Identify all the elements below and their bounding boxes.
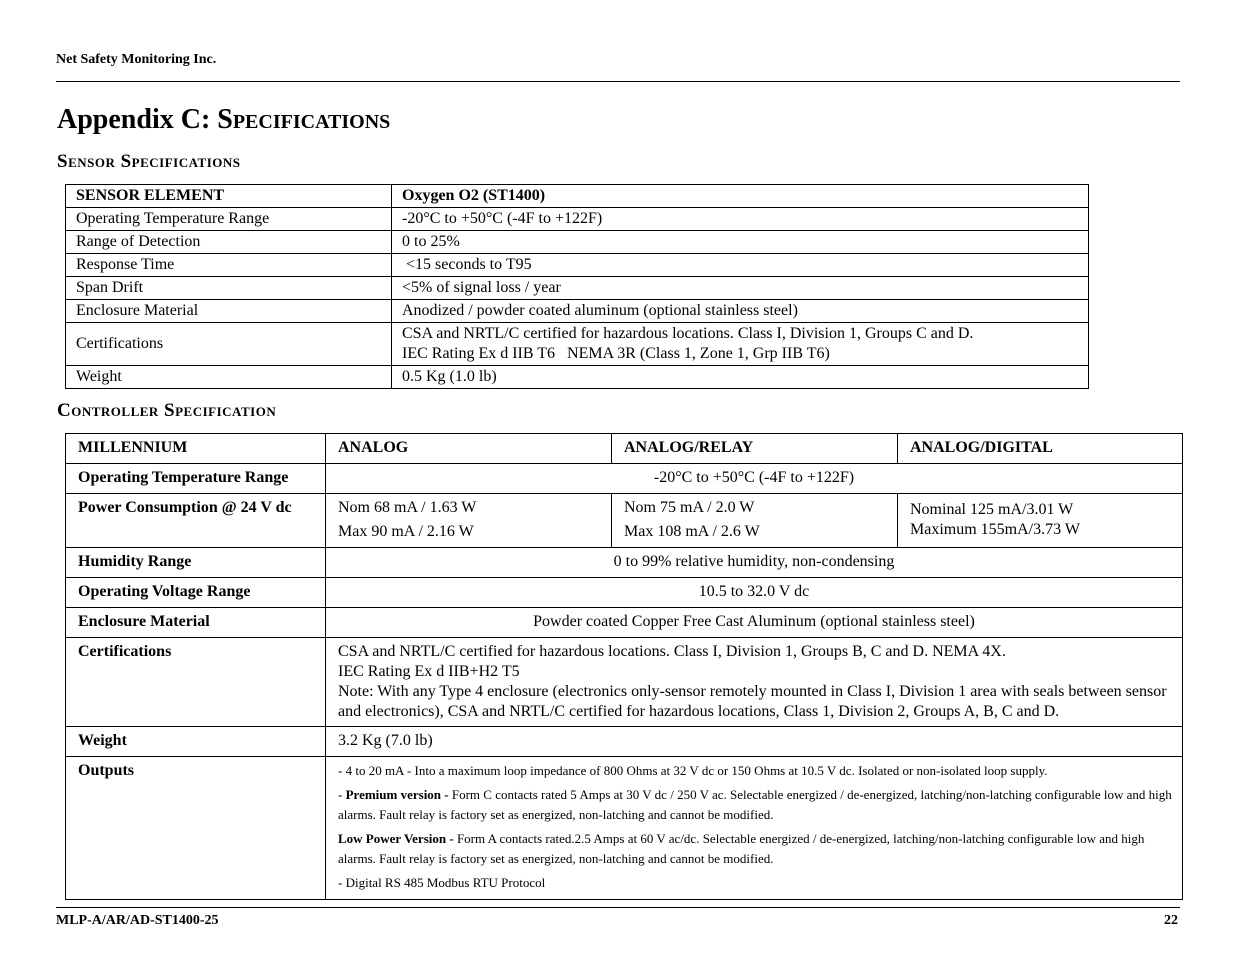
cert-line: IEC Rating Ex d IIB T6 NEMA 3R (Class 1, Zone 1, Grp IIB T6) [402, 345, 830, 362]
table-header-cell: ANALOG/DIGITAL [898, 434, 1183, 464]
table-header-cell: Oxygen O2 (ST1400) [392, 185, 1089, 208]
cert-line: IEC Rating Ex d IIB+H2 T5 [338, 663, 520, 680]
table-row [66, 208, 1089, 231]
row-value: 10.5 to 32.0 V dc [326, 578, 1183, 608]
sensor-spec-table [65, 184, 1089, 389]
table-row [66, 578, 1183, 608]
row-value: <5% of signal loss / year [392, 277, 1089, 300]
row-label: Humidity Range [66, 548, 326, 578]
page-number: 22 [1164, 913, 1178, 928]
row-value: 0 to 99% relative humidity, non-condensing [326, 548, 1183, 578]
row-value: Powder coated Copper Free Cast Aluminum (optional stainless steel) [326, 608, 1183, 638]
premium-label: Premium version - [345, 787, 452, 802]
low-power-text: Form A contacts rated.2.5 Amps at 60 V ac/dc. Selectable energized / de-energized, latching/non-latching configurable low and high alarms. Fault relay is factory set as energized, non-latching and cannot be modified. [338, 831, 1145, 866]
row-label: Power Consumption @ 24 V dc [66, 494, 326, 548]
row-label: Operating Temperature Range [66, 208, 392, 231]
row-label: Certifications [66, 638, 326, 727]
table-row [66, 727, 1183, 757]
row-label: Outputs [66, 757, 326, 900]
cert-line: CSA and NRTL/C certified for hazardous locations. Class I, Division 1, Groups C and D. [402, 325, 974, 342]
row-label: Enclosure Material [66, 300, 392, 323]
table-row [66, 608, 1183, 638]
premium-prefix: - [338, 787, 346, 802]
power-relay [612, 494, 898, 548]
output-line [338, 785, 1176, 825]
row-label: Certifications [66, 323, 392, 366]
controller-section-heading: Controller Specification [57, 400, 277, 421]
power-line: Nom 75 mA / 2.0 W [624, 499, 755, 516]
premium-text: Form C contacts rated 5 Amps at 30 V dc / 250 V ac. Selectable energized / de-energized, latching/non-latching configurable low and high alarms. Fault relay is factory set as energized, non-latching and cannot be modified. [338, 787, 1172, 822]
power-line: Max 90 mA / 2.16 W [338, 523, 474, 540]
power-line: Maximum 155mA/3.73 W [910, 521, 1080, 538]
power-digital [898, 494, 1183, 548]
row-label: Range of Detection [66, 231, 392, 254]
table-row [66, 254, 1089, 277]
row-value: -20°C to +50°C (-4F to +122F) [392, 208, 1089, 231]
row-label: Operating Temperature Range [66, 464, 326, 494]
table-row [66, 185, 1089, 208]
header-rule [56, 81, 1180, 82]
table-row [66, 757, 1183, 900]
table-header-cell: ANALOG [326, 434, 612, 464]
power-line: Nominal 125 mA/3.01 W [910, 501, 1074, 518]
row-label: Response Time [66, 254, 392, 277]
controller-spec-table [65, 433, 1183, 900]
row-value: 3.2 Kg (7.0 lb) [326, 727, 1183, 757]
table-row [66, 366, 1089, 389]
table-row [66, 494, 1183, 548]
row-value: 0 to 25% [392, 231, 1089, 254]
table-row [66, 638, 1183, 727]
power-line: Nom 68 mA / 1.63 W [338, 499, 477, 516]
power-line: Max 108 mA / 2.6 W [624, 523, 760, 540]
row-label: Weight [66, 727, 326, 757]
row-value: -20°C to +50°C (-4F to +122F) [326, 464, 1183, 494]
table-row [66, 323, 1089, 366]
power-analog [326, 494, 612, 548]
low-power-label: Low Power Version - [338, 831, 457, 846]
footer-rule [56, 907, 1180, 908]
outputs-value [326, 757, 1183, 900]
row-label: Weight [66, 366, 392, 389]
sensor-section-heading: Sensor Specifications [57, 151, 241, 172]
row-value: 0.5 Kg (1.0 lb) [392, 366, 1089, 389]
output-line: - 4 to 20 mA - Into a maximum loop impedance of 800 Ohms at 32 V dc or 150 Ohms at 10.5 V dc. Isolated or non-isolated loop supply. [338, 763, 1048, 778]
title-main: Specifications [217, 104, 391, 135]
table-header-cell: MILLENNIUM [66, 434, 326, 464]
cert-note: Note: With any Type 4 enclosure (electronics only-sensor remotely mounted in Class I, Division 1 area with seals between sensor and electronics), CSA and NRTL/C certified for hazardous locations, Class 1, Division 2, Groups A, B, C and D. [338, 683, 1167, 720]
row-label: Enclosure Material [66, 608, 326, 638]
row-value [392, 323, 1089, 366]
page-title [57, 104, 390, 136]
company-header: Net Safety Monitoring Inc. [56, 52, 217, 67]
row-value [326, 638, 1183, 727]
row-value: <15 seconds to T95 [392, 254, 1089, 277]
output-line [338, 829, 1176, 869]
row-value: Anodized / powder coated aluminum (optional stainless steel) [392, 300, 1089, 323]
table-row [66, 464, 1183, 494]
table-row [66, 548, 1183, 578]
table-row [66, 231, 1089, 254]
table-row [66, 300, 1089, 323]
title-prefix: Appendix C: [57, 104, 218, 135]
cert-line: CSA and NRTL/C certified for hazardous locations. Class I, Division 1, Groups B, C and D. NEMA 4X. [338, 643, 1006, 660]
row-label: Span Drift [66, 277, 392, 300]
output-line: - Digital RS 485 Modbus RTU Protocol [338, 875, 546, 890]
table-header-cell: SENSOR ELEMENT [66, 185, 392, 208]
row-label: Operating Voltage Range [66, 578, 326, 608]
table-header-cell: ANALOG/RELAY [612, 434, 898, 464]
footer-doc-id: MLP-A/AR/AD-ST1400-25 [56, 913, 219, 928]
table-row [66, 434, 1183, 464]
table-row [66, 277, 1089, 300]
